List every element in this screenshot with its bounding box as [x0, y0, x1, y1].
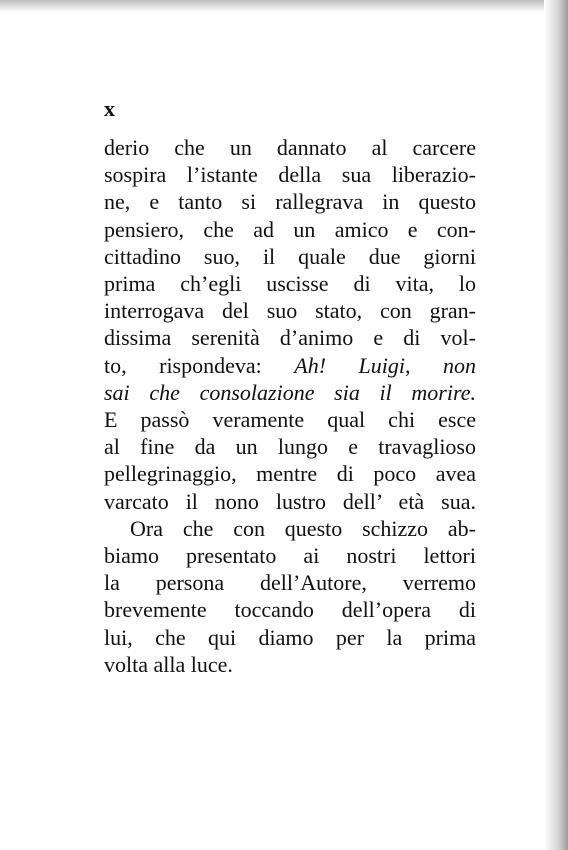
text-line-11: E passò veramente qual chi esce — [104, 407, 476, 433]
text-line-17: la persona dell’Autore, verremo — [104, 570, 476, 596]
text-line-20: volta alla luce. — [104, 651, 233, 677]
text-line-3: ne, e tanto si rallegrava in questo — [104, 189, 476, 215]
text-line-18: brevemente toccando dell’opera di — [104, 597, 476, 623]
text-line-14: varcato il nono lustro dell’ età sua. — [104, 488, 476, 514]
text-line-12: al fine da un lungo e travaglioso — [104, 434, 476, 460]
text-line-13: pellegrinaggio, mentre di poco avea — [104, 461, 476, 487]
text-line-1: derio che un dannato al carcere — [104, 135, 476, 160]
text-line-8: dissima serenità d’animo e di vol- — [104, 325, 476, 351]
text-line-2: sospira l’istante della sua liberazio- — [104, 162, 476, 188]
text-line-9 — [104, 352, 476, 379]
text-line-15: Ora che con questo schizzo ab- — [130, 515, 476, 541]
text-line-4: pensiero, che ad un amico e con- — [104, 216, 476, 242]
text-line-9-italic: Ah! Luigi, non — [294, 352, 476, 378]
text-line-6: prima ch’egli uscisse di vita, lo — [104, 271, 476, 297]
page-top-shadow — [0, 0, 568, 12]
page-binding-edge — [544, 0, 568, 850]
text-line-5: cittadino suo, il quale due giorni — [104, 243, 476, 269]
text-line-19: lui, che qui diamo per la prima — [104, 624, 476, 650]
body-text — [104, 134, 476, 678]
page-number: x — [104, 96, 115, 121]
text-line-7: interrogava del suo stato, con gran- — [104, 298, 476, 324]
text-line-16: biamo presentato ai nostri lettori — [104, 543, 476, 569]
text-line-10: sai che consolazione sia il morire. — [104, 379, 476, 405]
text-line-9-roman: to, rispondeva: — [104, 352, 295, 378]
